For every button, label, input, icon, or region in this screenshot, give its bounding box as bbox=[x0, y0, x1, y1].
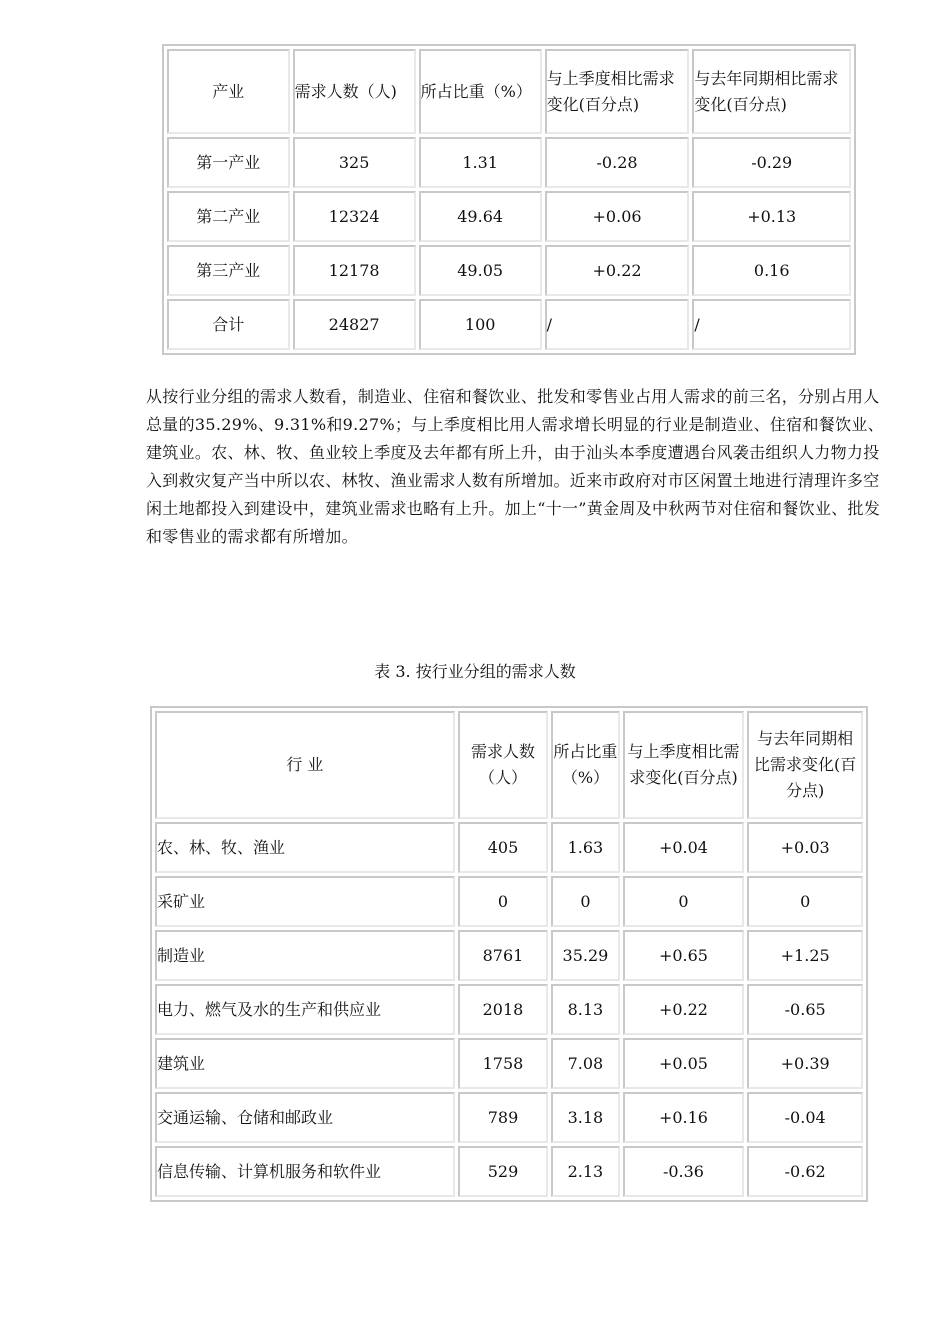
table-cell: 0 bbox=[747, 876, 863, 927]
table-caption: 表 3. 按行业分组的需求人数 bbox=[374, 662, 576, 681]
table-cell: 1758 bbox=[458, 1038, 549, 1089]
sector-demand-table bbox=[162, 44, 856, 355]
table-cell: 8.13 bbox=[551, 984, 619, 1035]
table-header-row bbox=[167, 49, 851, 134]
industry-demand-table bbox=[150, 706, 868, 1202]
table-row bbox=[155, 1146, 863, 1197]
table-cell: 7.08 bbox=[551, 1038, 619, 1089]
table-cell: +0.22 bbox=[545, 245, 690, 296]
table-cell: 0 bbox=[623, 876, 745, 927]
table-cell: 第三产业 bbox=[167, 245, 290, 296]
table-row-total bbox=[167, 299, 851, 350]
table-header-row bbox=[155, 711, 863, 819]
header-cell: 需求人数（人） bbox=[458, 711, 549, 819]
table-cell: 12178 bbox=[293, 245, 416, 296]
table-cell: / bbox=[692, 299, 851, 350]
header-cell: 与上季度相比需求变化(百分点) bbox=[623, 711, 745, 819]
table-cell: 建筑业 bbox=[155, 1038, 455, 1089]
table-row bbox=[155, 876, 863, 927]
header-cell: 与去年同期相比需求变化(百分点) bbox=[747, 711, 863, 819]
table-row bbox=[155, 930, 863, 981]
table-row bbox=[167, 245, 851, 296]
header-cell: 产业 bbox=[167, 49, 290, 134]
header-cell: 需求人数（人) bbox=[293, 49, 416, 134]
table-cell: 交通运输、仓储和邮政业 bbox=[155, 1092, 455, 1143]
table-cell: 制造业 bbox=[155, 930, 455, 981]
table-row bbox=[167, 137, 851, 188]
table-cell: 农、林、牧、渔业 bbox=[155, 822, 455, 873]
table-cell: 1.63 bbox=[551, 822, 619, 873]
table-cell: +0.16 bbox=[623, 1092, 745, 1143]
table-cell: 405 bbox=[458, 822, 549, 873]
table-cell: 0 bbox=[458, 876, 549, 927]
table-cell: -0.29 bbox=[692, 137, 851, 188]
table-cell: 合计 bbox=[167, 299, 290, 350]
table-cell: 2018 bbox=[458, 984, 549, 1035]
table-cell: +1.25 bbox=[747, 930, 863, 981]
table-cell: +0.39 bbox=[747, 1038, 863, 1089]
table-cell: 49.05 bbox=[419, 245, 542, 296]
table-cell: 0 bbox=[551, 876, 619, 927]
table-cell: +0.65 bbox=[623, 930, 745, 981]
table-cell: 3.18 bbox=[551, 1092, 619, 1143]
table-cell: 12324 bbox=[293, 191, 416, 242]
table-row bbox=[167, 191, 851, 242]
table-cell: 529 bbox=[458, 1146, 549, 1197]
table-cell: 100 bbox=[419, 299, 542, 350]
table-cell: / bbox=[545, 299, 690, 350]
table-cell: +0.03 bbox=[747, 822, 863, 873]
table-cell: 电力、燃气及水的生产和供应业 bbox=[155, 984, 455, 1035]
table-cell: -0.36 bbox=[623, 1146, 745, 1197]
table-cell: +0.04 bbox=[623, 822, 745, 873]
table-cell: 8761 bbox=[458, 930, 549, 981]
table-cell: 325 bbox=[293, 137, 416, 188]
table-cell: +0.13 bbox=[692, 191, 851, 242]
table-cell: 信息传输、计算机服务和软件业 bbox=[155, 1146, 455, 1197]
table-cell: -0.04 bbox=[747, 1092, 863, 1143]
header-cell: 与上季度相比需求变化(百分点) bbox=[545, 49, 690, 134]
analysis-paragraph: 从按行业分组的需求人数看，制造业、住宿和餐饮业、批发和零售业占用人需求的前三名，分别占用人总量的35.29%、9.31%和9.27%；与上季度相比用人需求增长明显的行业是制造业、住宿和餐饮业、建筑业。农、林、牧、鱼业较上季度及去年都有所上升，由于汕头本季度遭遇台风袭击组织人力物力投入到救灾复产当中所以农、林牧、渔业需求人数有所增加。近来市政府对市区闲置土地进行清理许多空闲土地都投入到建设中，建筑业需求也略有上升。加上“十一”黄金周及中秋两节对住宿和餐饮业、批发和零售业的需求都有所增加。 bbox=[146, 387, 884, 546]
header-cell: 与去年同期相比需求变化(百分点) bbox=[692, 49, 851, 134]
table-cell: 35.29 bbox=[551, 930, 619, 981]
table-cell: 2.13 bbox=[551, 1146, 619, 1197]
table-row bbox=[155, 984, 863, 1035]
table-cell: 789 bbox=[458, 1092, 549, 1143]
header-cell: 所占比重（%） bbox=[551, 711, 619, 819]
table-cell: 第一产业 bbox=[167, 137, 290, 188]
table-cell: 1.31 bbox=[419, 137, 542, 188]
table-cell: 0.16 bbox=[692, 245, 851, 296]
header-cell: 所占比重（%） bbox=[419, 49, 542, 134]
table-cell: -0.62 bbox=[747, 1146, 863, 1197]
table-cell: 24827 bbox=[293, 299, 416, 350]
table-cell: 49.64 bbox=[419, 191, 542, 242]
table-cell: 第二产业 bbox=[167, 191, 290, 242]
table-row bbox=[155, 822, 863, 873]
table-cell: +0.06 bbox=[545, 191, 690, 242]
header-cell: 行 业 bbox=[155, 711, 455, 819]
table-cell: 采矿业 bbox=[155, 876, 455, 927]
table-row bbox=[155, 1092, 863, 1143]
table-cell: -0.28 bbox=[545, 137, 690, 188]
table-cell: +0.05 bbox=[623, 1038, 745, 1089]
table-cell: +0.22 bbox=[623, 984, 745, 1035]
table-row bbox=[155, 1038, 863, 1089]
table-cell: -0.65 bbox=[747, 984, 863, 1035]
